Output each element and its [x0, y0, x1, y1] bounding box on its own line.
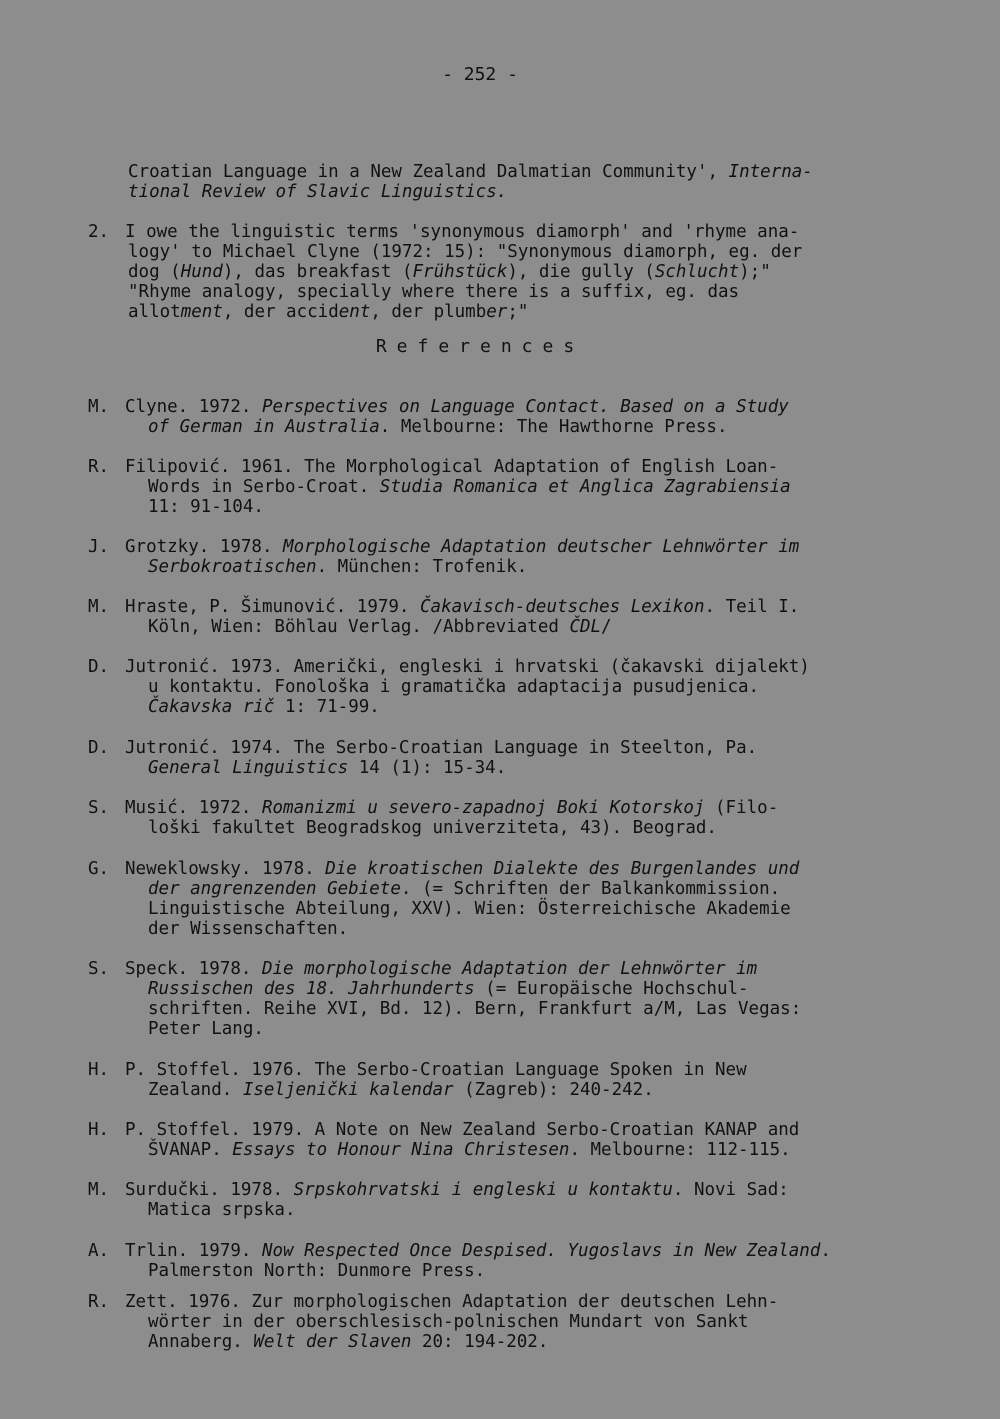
text-span: dog (: [128, 262, 181, 282]
text-span: . Melbourne: The Hawthorne Press.: [379, 417, 728, 437]
footnote-line: [88, 222, 948, 242]
text-span: );": [739, 262, 771, 282]
author-initial: J.: [88, 537, 110, 557]
text-span: P. Stoffel. 1979. A Note on New Zealand Serbo-Croatian KANAP and: [125, 1120, 800, 1140]
text-span: 20: 194-202.: [411, 1332, 549, 1352]
text-span: (Zagreb): 240-242.: [453, 1080, 654, 1100]
text-span: 11: 91-104.: [148, 497, 264, 517]
text-span: loški fakultet Beogradskog univerziteta, 43). Beograd.: [148, 818, 717, 838]
author-initial: R.: [88, 1292, 110, 1312]
text-span: Words in Serbo-Croat.: [148, 477, 380, 497]
text-span: [88, 959, 948, 979]
italic-title: Morphologische Adaptation deutscher Lehnwörter im: [283, 537, 800, 557]
reference-entry: [88, 959, 948, 1039]
text-span: schriften. Reihe XVI, Bd. 12). Bern, Frankfurt a/M, Las Vegas:: [148, 999, 802, 1019]
text-span: [88, 1332, 948, 1352]
text-span: [88, 1200, 948, 1220]
text-span: [88, 397, 948, 417]
italic-title: Essays to Honour Nina Christesen: [232, 1140, 570, 1160]
footnote-line: [88, 282, 948, 302]
text-span: [88, 617, 948, 637]
italic-title: Russischen des 18. Jahrhunderts: [148, 979, 475, 999]
text-span: [88, 597, 948, 617]
italic-title: Perspectives on Language Contact. Based on a Study: [261, 397, 789, 417]
text-span: .: [820, 1241, 831, 1261]
footnote-continuation: [88, 162, 948, 202]
text-span: 1: 71-99.: [274, 697, 380, 717]
text-span: (= Europäische Hochschul-: [474, 979, 749, 999]
text-span: der Wissenschaften.: [148, 919, 349, 939]
author-initial: D.: [88, 657, 110, 677]
italic-title: ent: [338, 302, 371, 322]
footnote-line: [88, 302, 948, 322]
author-initial: M.: [88, 597, 110, 617]
italic-title: Interna-: [728, 162, 813, 182]
text-span: ;": [507, 302, 529, 322]
italic-title: Romanizmi u severo-zapadnoj Boki Kotorskoj: [261, 798, 705, 818]
author-initial: D.: [88, 738, 110, 758]
text-span: [88, 859, 948, 879]
text-span: Trlin. 1979.: [125, 1241, 262, 1261]
reference-entry: [88, 859, 948, 939]
text-span: ŠVANAP.: [148, 1140, 233, 1160]
text-span: [88, 1080, 948, 1100]
text-span: Musić. 1972.: [125, 798, 262, 818]
text-span: Neweklowsky. 1978.: [125, 859, 326, 879]
text-span: [88, 1120, 948, 1140]
italic-title: Serbokroatischen: [148, 557, 317, 577]
text-span: ), das breakfast (: [222, 262, 413, 282]
text-span: [88, 537, 948, 557]
footnote-line: [88, 182, 948, 202]
text-span: , der accid: [222, 302, 339, 322]
text-span: Hraste, P. Šimunović. 1979.: [125, 597, 421, 617]
reference-entry: [88, 1060, 948, 1100]
italic-title: General Linguistics: [148, 758, 349, 778]
text-span: [88, 738, 948, 758]
text-span: P. Stoffel. 1976. The Serbo-Croatian Language Spoken in New: [125, 1060, 747, 1080]
text-span: [88, 697, 948, 717]
text-span: [88, 657, 948, 677]
text-span: [88, 1180, 948, 1200]
text-span: [88, 879, 948, 899]
author-initial: S.: [88, 959, 110, 979]
text-span: . Melbourne: 112-115.: [569, 1140, 791, 1160]
reference-entry: [88, 738, 948, 778]
text-span: Zealand.: [148, 1080, 243, 1100]
text-span: [88, 1261, 948, 1281]
reference-entry: [88, 657, 948, 717]
text-span: [88, 417, 948, 437]
text-span: [88, 999, 948, 1019]
italic-title: Čakavska rič: [148, 697, 275, 717]
text-span: Köln, Wien: Böhlau Verlag. /Abbreviated: [148, 617, 570, 637]
text-span: Palmerston North: Dunmore Press.: [148, 1261, 486, 1281]
text-span: [88, 919, 948, 939]
italic-title: tional Review of Slavic Linguistics.: [128, 182, 508, 202]
italic-title: Frühstück: [412, 262, 508, 282]
italic-title: er: [486, 302, 508, 322]
text-span: (Filo-: [704, 798, 779, 818]
italic-title: of German in Australia: [148, 417, 380, 437]
footnote-line: [88, 262, 948, 282]
text-span: [88, 1312, 948, 1332]
italic-title: Die kroatischen Dialekte des Burgenlandes und: [325, 859, 800, 879]
text-span: Filipović. 1961. The Morphological Adaptation of English Loan-: [125, 457, 779, 477]
author-initial: H.: [88, 1120, 110, 1140]
text-span: [88, 477, 948, 497]
text-span: u kontaktu. Fonološka i gramatička adaptacija pusudjenica.: [148, 677, 760, 697]
reference-entry: [88, 1241, 948, 1281]
reference-entry: [88, 397, 948, 437]
text-span: [88, 1241, 948, 1261]
reference-entry: [88, 597, 948, 637]
reference-entry: [88, 1180, 948, 1220]
text-span: [88, 798, 948, 818]
footnote-line: [88, 162, 948, 182]
reference-entry: [88, 798, 948, 838]
italic-title: Srpskohrvatski i engleski u kontaktu: [293, 1180, 673, 1200]
italic-title: ment: [180, 302, 223, 322]
text-span: Speck. 1978.: [125, 959, 262, 979]
text-span: "Rhyme analogy, specially where there is a suffix, eg. das: [128, 282, 740, 302]
italic-title: Hund: [180, 262, 223, 282]
author-initial: S.: [88, 798, 110, 818]
text-span: [88, 758, 948, 778]
text-span: Matica srpska.: [148, 1200, 296, 1220]
italic-title: Schlucht: [654, 262, 740, 282]
text-span: Clyne. 1972.: [125, 397, 262, 417]
author-initial: M.: [88, 1180, 110, 1200]
text-span: [88, 1060, 948, 1080]
footnote-line: [88, 242, 948, 262]
text-span: /: [601, 617, 612, 637]
text-span: ), die gully (: [507, 262, 655, 282]
text-span: [88, 1292, 948, 1312]
reference-entry: [88, 537, 948, 577]
text-span: [88, 1140, 948, 1160]
italic-title: ČDL: [569, 617, 602, 637]
author-initial: G.: [88, 859, 110, 879]
text-span: Annaberg.: [148, 1332, 254, 1352]
text-span: Linguistische Abteilung, XXV). Wien: Österreichische Akademie: [148, 899, 791, 919]
text-span: [88, 557, 948, 577]
text-span: wörter in der oberschlesisch-polnischen Mundart von Sankt: [148, 1312, 749, 1332]
text-span: allot: [128, 302, 181, 322]
italic-title: Studia Romanica et Anglica Zagrabiensia: [379, 477, 791, 497]
reference-entry: [88, 1120, 948, 1160]
text-span: Surdučki. 1978.: [125, 1180, 294, 1200]
text-span: . Teil I.: [704, 597, 800, 617]
italic-title: Welt der Slaven: [253, 1332, 412, 1352]
italic-title: Now Respected Once Despised. Yugoslavs in New Zealand: [261, 1241, 821, 1261]
text-span: I owe the linguistic terms 'synonymous diamorph' and 'rhyme ana-: [125, 222, 800, 242]
author-initial: M.: [88, 397, 110, 417]
reference-entry: [88, 1292, 948, 1352]
reference-entry: [88, 457, 948, 517]
text-span: 14 (1): 15-34.: [348, 758, 507, 778]
italic-title: Die morphologische Adaptation der Lehnwörter im: [261, 959, 758, 979]
author-initial: R.: [88, 457, 110, 477]
author-initial: H.: [88, 1060, 110, 1080]
text-span: [88, 979, 948, 999]
text-span: [88, 497, 948, 517]
author-initial: A.: [88, 1241, 110, 1261]
text-span: . (= Schriften der Balkankommission.: [400, 879, 781, 899]
text-span: Jutronić. 1973. Američki, engleski i hrvatski (čakavski dijalekt): [125, 657, 810, 677]
text-span: logy' to Michael Clyne (1972: 15): "Synonymous diamorph, eg. der: [128, 242, 803, 262]
footnote-2: [88, 222, 948, 322]
italic-title: Čakavisch-deutsches Lexikon: [420, 597, 705, 617]
text-span: [88, 899, 948, 919]
text-span: [88, 1019, 948, 1039]
text-span: . Novi Sad:: [672, 1180, 789, 1200]
footnote-number: 2.: [88, 222, 110, 242]
text-span: Jutronić. 1974. The Serbo-Croatian Language in Steelton, Pa.: [125, 738, 758, 758]
text-span: . München: Trofenik.: [316, 557, 528, 577]
italic-title: Iseljenički kalendar: [242, 1080, 454, 1100]
text-span: [88, 818, 948, 838]
text-span: Zett. 1976. Zur morphologischen Adaptation der deutschen Lehn-: [125, 1292, 779, 1312]
text-span: Peter Lang.: [148, 1019, 264, 1039]
text-span: [88, 677, 948, 697]
text-span: , der plumb: [370, 302, 487, 322]
page-number: - 252 -: [442, 64, 518, 85]
text-span: Grotzky. 1978.: [125, 537, 284, 557]
references-heading: References: [375, 336, 585, 357]
italic-title: der angrenzenden Gebiete: [148, 879, 401, 899]
text-span: [88, 457, 948, 477]
text-span: Croatian Language in a New Zealand Dalmatian Community',: [128, 162, 729, 182]
